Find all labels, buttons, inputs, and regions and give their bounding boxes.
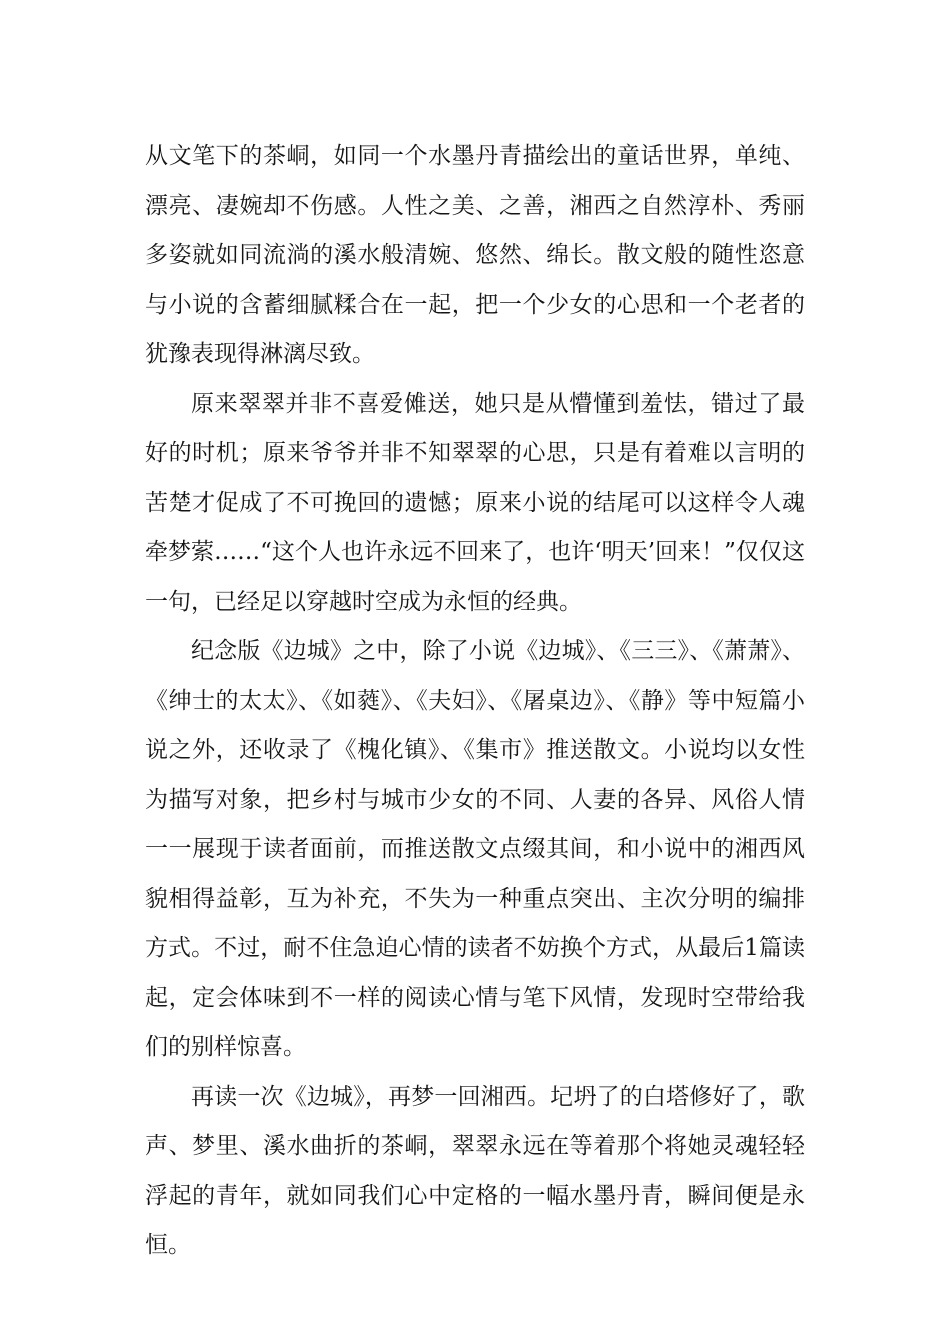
paragraph-1: 从文笔下的茶峒，如同一个水墨丹青描绘出的童话世界，单纯、漂亮、凄婉却不伤感。人性之美、之善，湘西之自然淳朴、秀丽多姿就如同流淌的溪水般清婉、悠然、绵长。散文般的随性恣意与小说的含蓄细腻糅合在一起，把一个少女的心思和一个老者的犹豫表现得淋漓尽致。 xyxy=(145,143,805,367)
paragraph-4: 再读一次《边城》，再梦一回湘西。圮坍了的白塔修好了，歌声、梦里、溪水曲折的茶峒，翠翠永远在等着那个将她灵魂轻轻浮起的青年，就如同我们心中定格的一幅水墨丹青，瞬间便是永恒。 xyxy=(145,1083,805,1258)
paragraph-2: 原来翠翠并非不喜爱傩送，她只是从懵懂到羞怯，错过了最好的时机；原来爷爷并非不知翠翠的心思，只是有着难以言明的苦楚才促成了不可挽回的遗憾；原来小说的结尾可以这样令人魂牵梦萦……“这个人也许永远不回来了，也许‘明天’回来！”仅仅这一句，已经足以穿越时空成为永恒的经典。 xyxy=(145,390,805,615)
paragraph-3: 纪念版《边城》之中，除了小说《边城》、《三三》、《萧萧》、《绅士的太太》、《如蕤》、《夫妇》、《屠桌边》、《静》等中短篇小说之外，还收录了《槐化镇》、《集市》推送散文。小说均以女性为描写对象，把乡村与城市少女的不同、人妻的各异、风俗人情一一展现于读者面前，而推送散文点缀其间，和小说中的湘西风貌相得益彰，互为补充，不失为一种重点突出、主次分明的编排方式。不过，耐不住急迫心情的读者不妨换个方式，从最后1篇读起，定会体味到不一样的阅读心情与笔下风情，发现时空带给我们的别样惊喜。 xyxy=(145,638,805,1060)
document-body xyxy=(145,132,805,1271)
